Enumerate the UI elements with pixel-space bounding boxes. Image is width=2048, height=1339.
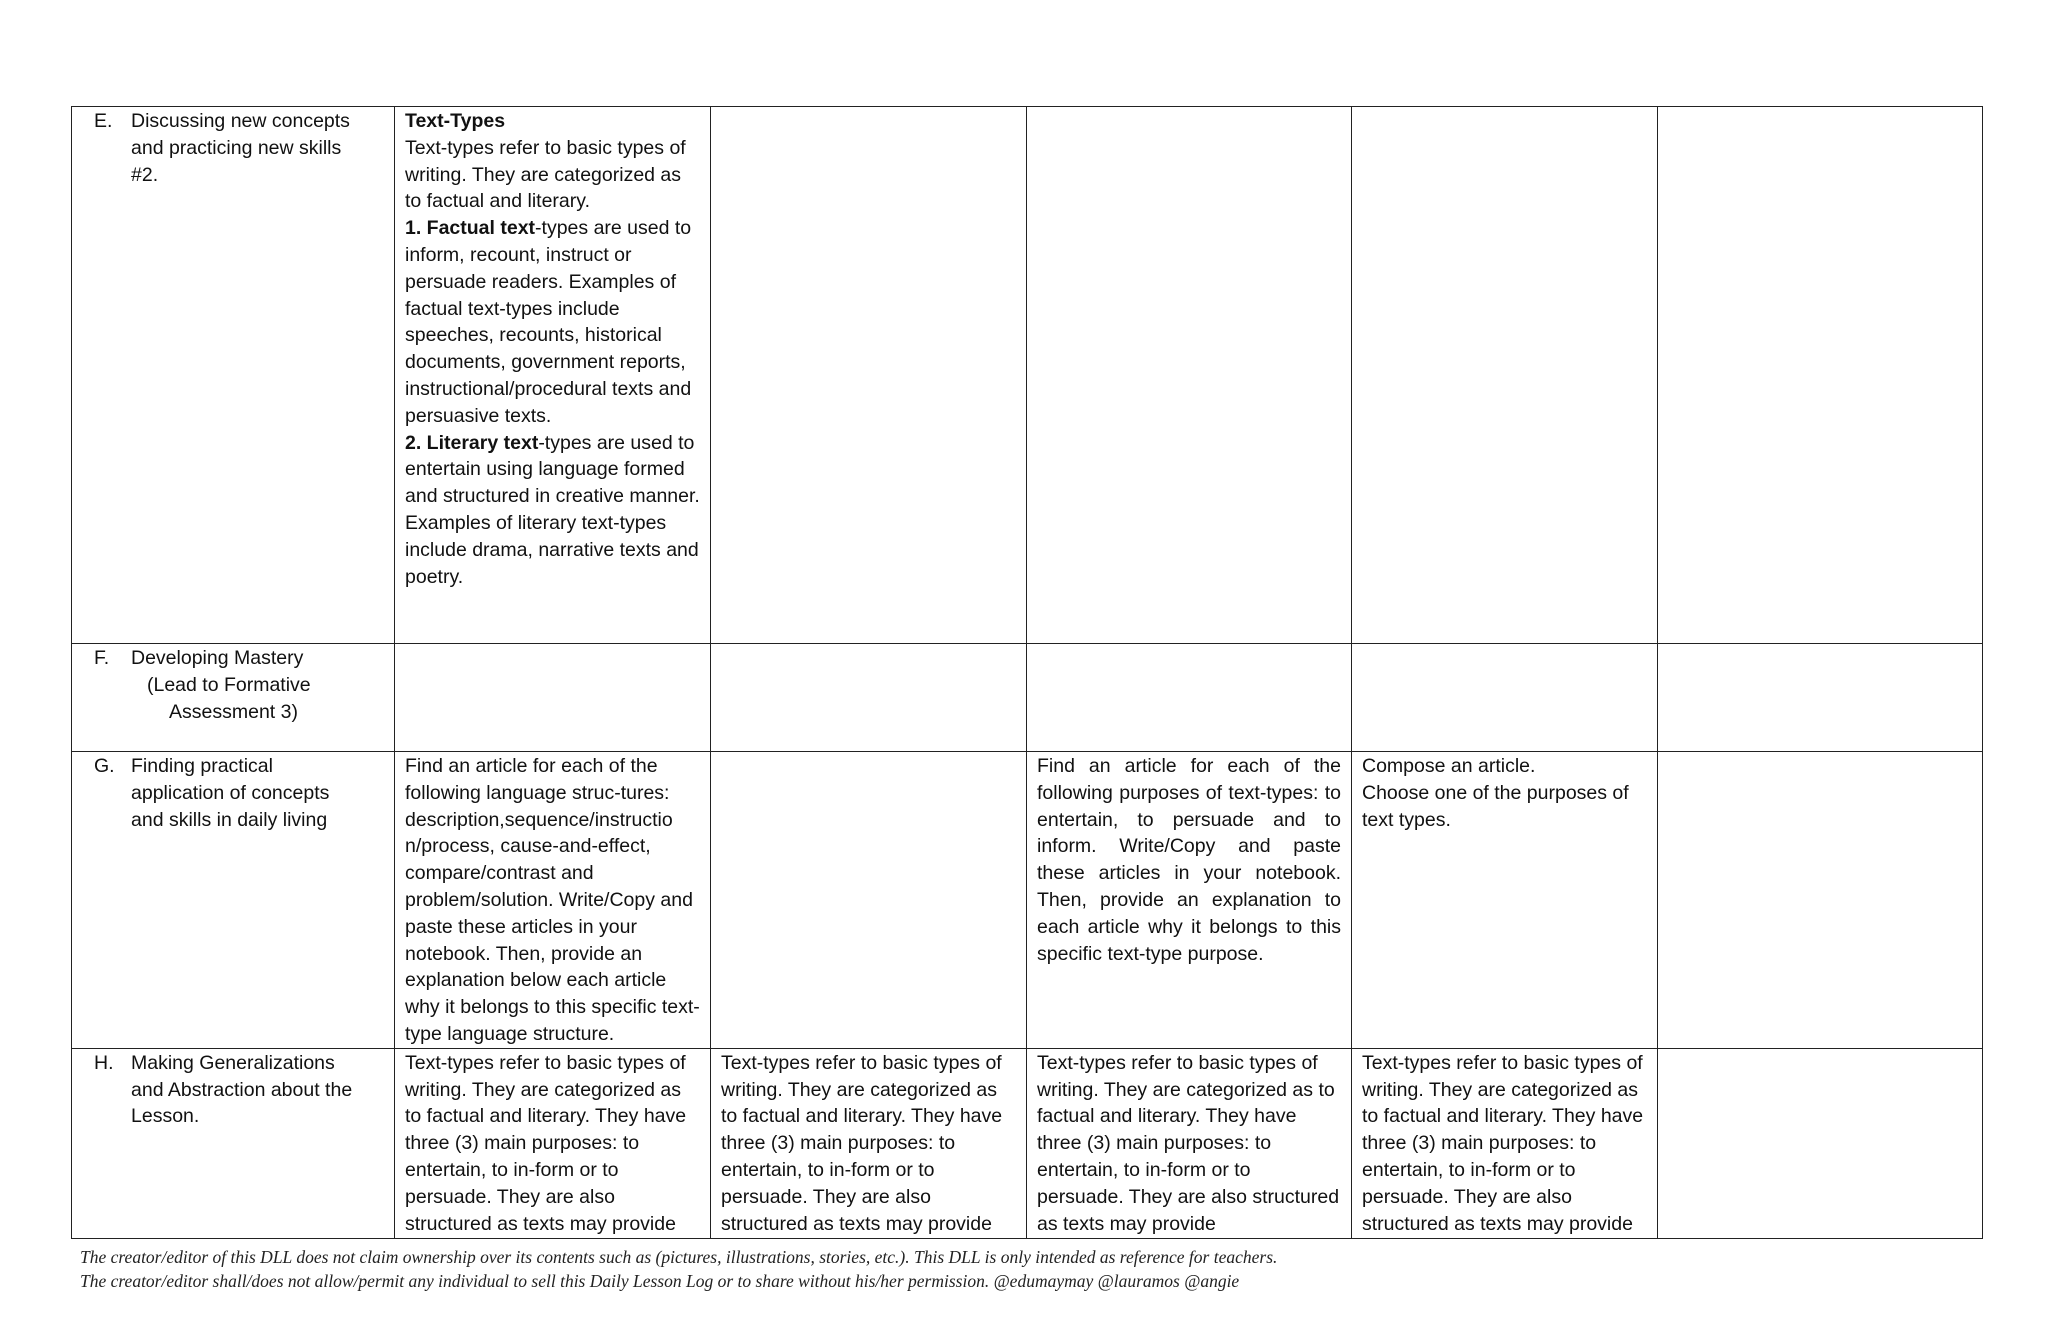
term-description: -types are used to inform, recount, instruct or persuade readers. Examples of factual text-types include speeches, recounts, historical documents, government reports, instructional/procedural texts and persuasive texts. (405, 217, 692, 427)
cell-day4 (1352, 644, 1658, 752)
bold-term: 2. Literary text (405, 431, 539, 454)
row-label-line: and skills in daily living (131, 808, 328, 831)
cell-day1 (395, 644, 711, 752)
cell-day4 (1352, 107, 1658, 644)
table-row-g (72, 752, 1983, 1049)
cell-day3 (1027, 107, 1352, 644)
row-letter: G. (94, 755, 115, 777)
cell-text: Find an article for each of the following purposes of text-types: to entertain, to persuade and to inform. Write/Copy and paste these articles in your notebook. Then, provide an explanation to each article why it belongs to this specific text-type purpose. (1037, 755, 1341, 965)
row-label-cell (72, 1048, 395, 1238)
cell-day5 (1658, 107, 1983, 644)
row-label-line: Discussing new concepts (131, 110, 350, 132)
cell-day2 (711, 1048, 1027, 1238)
row-label-line: and Abstraction about the (131, 1078, 353, 1101)
row-label-line: Assessment 3) (169, 700, 298, 723)
disclaimer-footer (80, 1245, 1960, 1293)
cell-day2 (711, 644, 1027, 752)
cell-text (405, 430, 700, 591)
row-label-line: Developing Mastery (131, 647, 304, 669)
cell-text: Choose one of the purposes of text types. (1362, 781, 1629, 831)
cell-text (405, 215, 700, 429)
cell-day1 (395, 107, 711, 644)
cell-heading: Text-Types (405, 110, 506, 132)
cell-day3 (1027, 1048, 1352, 1238)
row-label-line: Making Generalizations (131, 1051, 335, 1074)
row-label-line: Finding practical (131, 755, 273, 777)
row-label-line: application of concepts (131, 781, 330, 804)
cell-text: Text-types refer to basic types of writing. They are categorized as to factual and literary. They have three (3) main purposes: to entertain, to in-form or to persuade. They are also structured as texts may provide (1037, 1051, 1340, 1235)
cell-text: Compose an article. (1362, 755, 1536, 777)
row-label-cell (72, 107, 395, 644)
row-label-line: (Lead to Formative (147, 673, 311, 696)
daily-lesson-log-table (71, 106, 1983, 1239)
row-label-line: #2. (131, 163, 159, 186)
cell-day5 (1658, 644, 1983, 752)
cell-day1 (395, 1048, 711, 1238)
cell-text: Text-types refer to basic types of writing. They are categorized as to factual and literary. They have three (3) main purposes: to entertain, to in-form or to persuade. They are also structured as texts may provide (1362, 1051, 1644, 1235)
row-letter: H. (94, 1051, 114, 1074)
cell-day4 (1352, 752, 1658, 1049)
cell-day4 (1352, 1048, 1658, 1238)
cell-text: Text-types refer to basic types of writing. They are categorized as to factual and literary. They have three (3) main purposes: to entertain, to in-form or to persuade. They are also structured as texts may provide (405, 1051, 687, 1235)
table-row-e (72, 107, 1983, 644)
cell-day3 (1027, 644, 1352, 752)
cell-day1 (395, 752, 711, 1049)
cell-text: Text-types refer to basic types of writing. They are categorized as to factual and literary. (405, 136, 686, 213)
row-label-cell (72, 644, 395, 752)
row-label-line: Lesson. (131, 1105, 200, 1128)
cell-text: Find an article for each of the following language struc-tures: description,sequence/instructio n/process, cause-and-effect, compare/contrast and problem/solution. Write/Copy and paste these articles in your notebook. Then, provide an explanation below each article why it belongs to this specific text-type language structure. (405, 755, 700, 1045)
row-label-line: and practicing new skills (131, 136, 342, 159)
disclaimer-line: The creator/editor of this DLL does not claim ownership over its contents such as (pictures, illustrations, stories, etc.). This DLL is only intended as reference for teachers. (80, 1247, 1278, 1267)
table-row-f (72, 644, 1983, 752)
cell-day5 (1658, 752, 1983, 1049)
row-letter: E. (94, 110, 113, 132)
cell-day2 (711, 752, 1027, 1049)
cell-day2 (711, 107, 1027, 644)
table-row-h (72, 1048, 1983, 1238)
cell-text: Text-types refer to basic types of writing. They are categorized as to factual and literary. They have three (3) main purposes: to entertain, to in-form or to persuade. They are also structured as texts may provide (721, 1051, 1003, 1235)
cell-day3 (1027, 752, 1352, 1049)
cell-day5 (1658, 1048, 1983, 1238)
disclaimer-line: The creator/editor shall/does not allow/permit any individual to sell this Daily Lesson Log or to share without his/her permission. @edumaymay @lauramos @angie (80, 1271, 1240, 1291)
row-letter: F. (94, 647, 110, 669)
bold-term: 1. Factual text (405, 217, 536, 240)
row-label-cell (72, 752, 395, 1049)
term-description: -types are used to entertain using language formed and structured in creative manner. Examples of literary text-types include drama, narrative texts and poetry. (405, 431, 700, 588)
